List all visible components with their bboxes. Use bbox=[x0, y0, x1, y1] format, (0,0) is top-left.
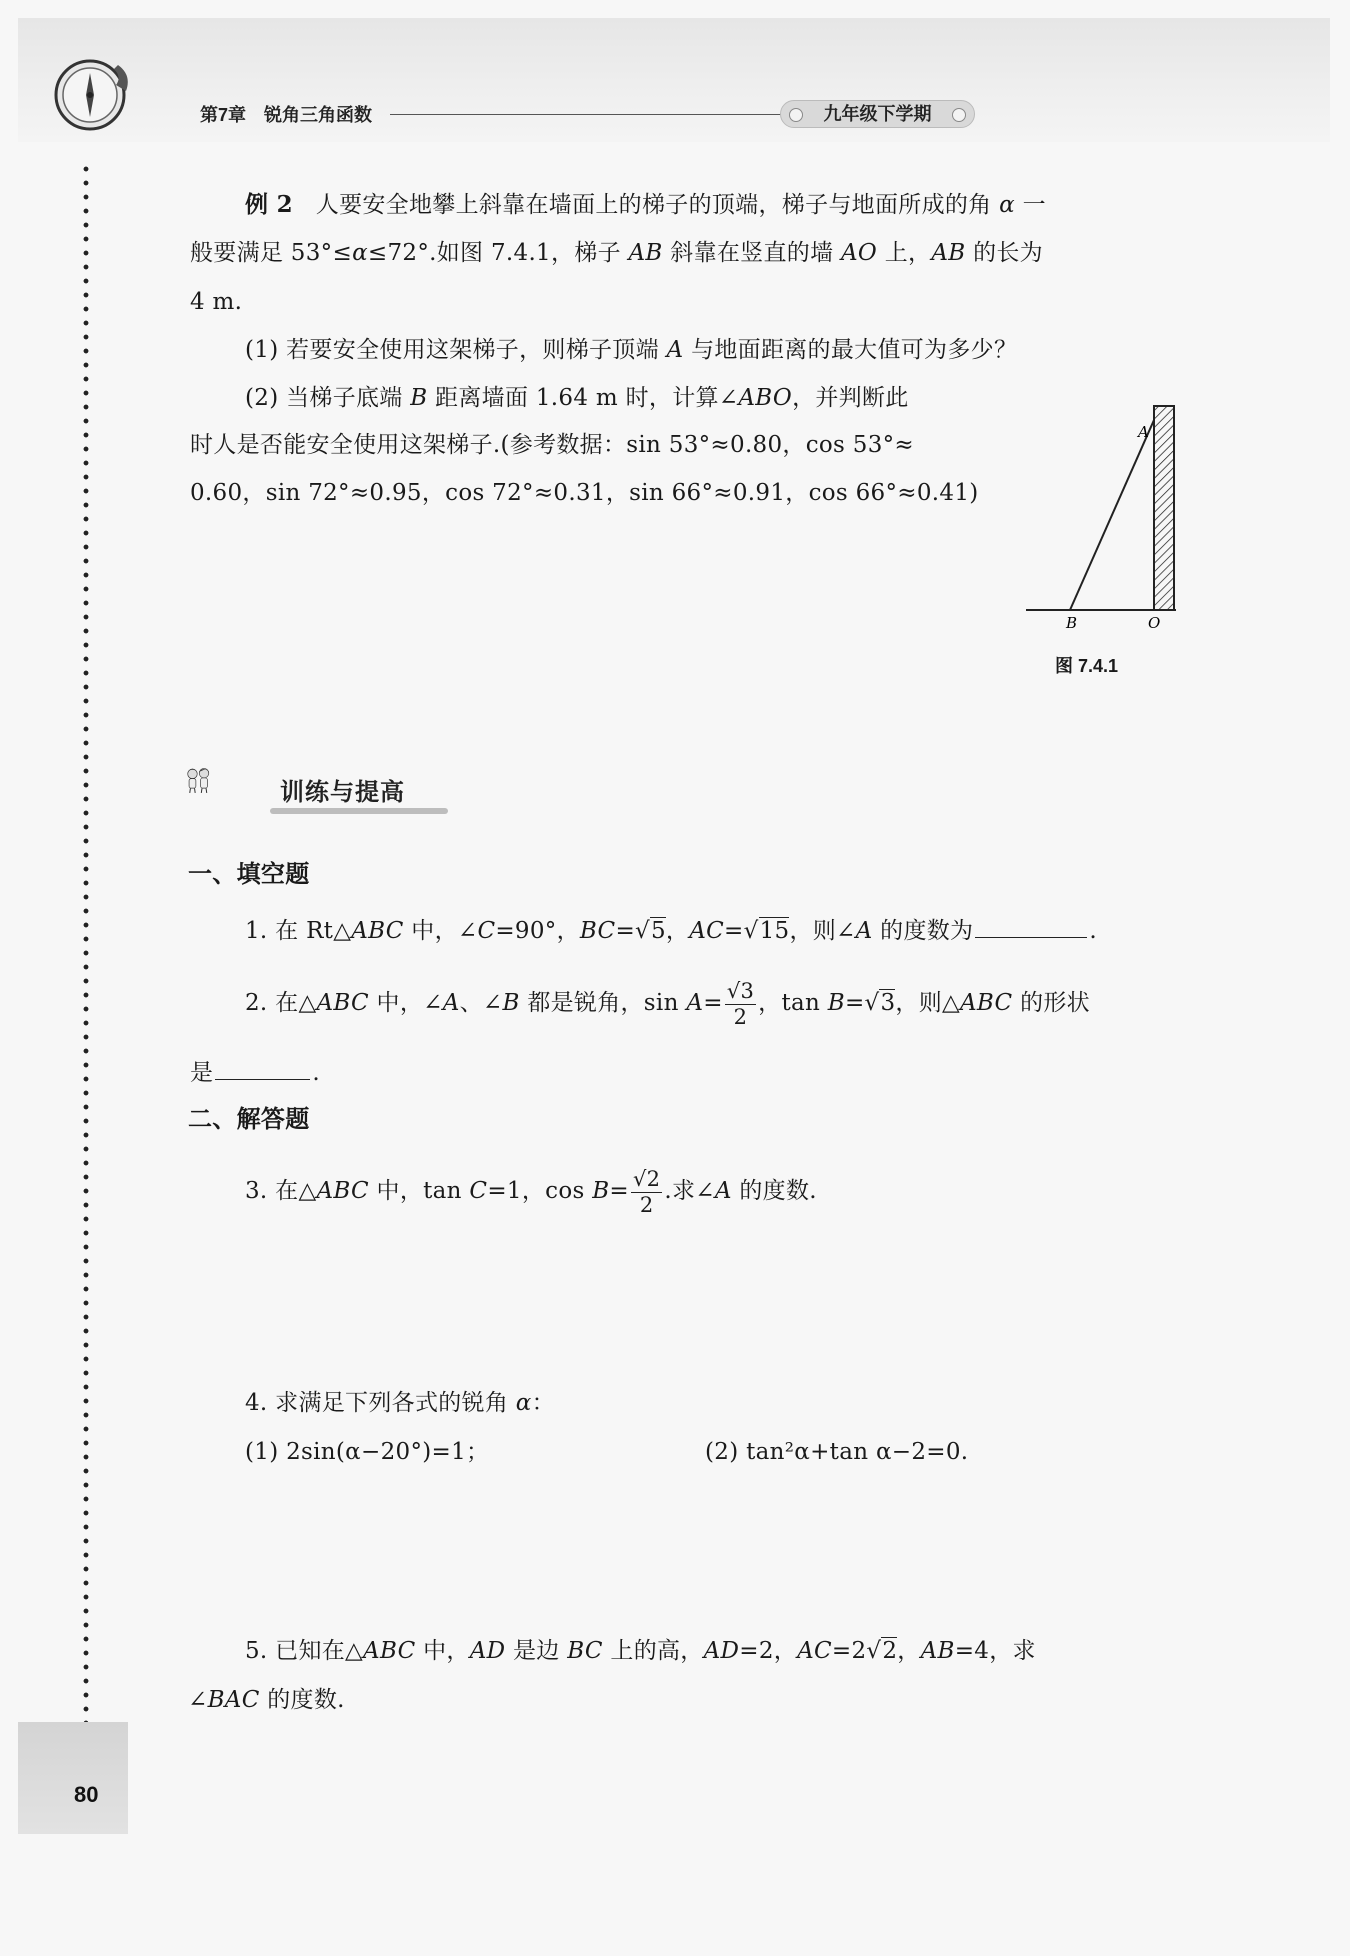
math-var: AO bbox=[841, 240, 878, 266]
math-var: AB bbox=[920, 1638, 955, 1664]
text-run: 中，∠ bbox=[411, 918, 478, 944]
math-var: AB bbox=[628, 240, 663, 266]
fraction bbox=[631, 1166, 662, 1217]
text-run: 上， bbox=[884, 240, 932, 266]
math-var: AC bbox=[797, 1638, 832, 1664]
fraction bbox=[725, 978, 756, 1029]
problem5-line2 bbox=[188, 1685, 345, 1715]
math-var: A bbox=[686, 990, 704, 1016]
math-var: A bbox=[666, 337, 684, 363]
problem2-line2 bbox=[190, 1057, 320, 1088]
problem4-part1: (1) 2sin(α−20°)=1； bbox=[245, 1439, 490, 1465]
text-run: 1. 在 Rt△ bbox=[245, 918, 352, 944]
example2-question1 bbox=[245, 335, 1017, 365]
radicand: 3 bbox=[880, 990, 896, 1016]
denominator: 2 bbox=[639, 1192, 654, 1217]
text-run: 一 bbox=[1022, 192, 1046, 218]
problem4-part2: (2) tan²α+tan α−2=0. bbox=[705, 1439, 969, 1465]
math-var: AC bbox=[689, 918, 725, 944]
text-run: =√ bbox=[615, 918, 650, 944]
chapter-title: 锐角三角函数 bbox=[264, 105, 373, 125]
point-label-B: B bbox=[1066, 614, 1078, 632]
text-run: ，tan bbox=[758, 990, 821, 1016]
text-run: 4. 求满足下列各式的锐角 bbox=[245, 1390, 509, 1416]
section1-heading: 一、填空题 bbox=[188, 861, 310, 888]
denominator: 2 bbox=[733, 1004, 748, 1029]
ladder-line bbox=[1070, 420, 1154, 610]
math-var: A bbox=[714, 1178, 732, 1204]
math-var: C bbox=[469, 1178, 488, 1204]
example2-question2-line3: 0.60，sin 72°≈0.95，cos 72°≈0.31，sin 66°≈0.91，cos 66°≈0.41) bbox=[190, 480, 979, 506]
ladder-figure bbox=[1020, 400, 1182, 640]
grade-badge: 九年级下学期 bbox=[780, 100, 975, 128]
text-run: 距离墙面 1.64 m 时，计算∠ bbox=[435, 385, 739, 411]
math-var: C bbox=[477, 918, 496, 944]
math-var: AD bbox=[469, 1638, 506, 1664]
math-var: ABO bbox=[738, 385, 793, 411]
text-run: =90°， bbox=[495, 918, 580, 944]
math-var: α bbox=[999, 192, 1015, 218]
example2-line3: 4 m. bbox=[190, 289, 243, 315]
text-run: 人要安全地攀上斜靠在墙面上的梯子的顶端，梯子与地面所成的角 bbox=[315, 192, 992, 218]
text-run: . bbox=[1089, 918, 1097, 944]
math-var: α bbox=[352, 240, 368, 266]
text-run: 的度数. bbox=[267, 1687, 345, 1713]
math-var: BC bbox=[579, 918, 616, 944]
point-label-A: A bbox=[1138, 423, 1149, 441]
problem5 bbox=[245, 1636, 1036, 1666]
example-label: 例 2 bbox=[245, 191, 293, 218]
text-run: ， bbox=[665, 918, 690, 944]
text-run: ： bbox=[531, 1390, 555, 1416]
text-run: 中，tan bbox=[376, 1178, 462, 1204]
text-run: 3. 在△ bbox=[245, 1178, 317, 1204]
page-number-box bbox=[18, 1722, 128, 1834]
header-rule bbox=[390, 114, 785, 115]
text-run: (2) 当梯子底端 bbox=[245, 385, 403, 411]
text-run: =√ bbox=[724, 918, 759, 944]
text-run: 的度数. bbox=[739, 1178, 817, 1204]
text-run: 般要满足 53°≤ bbox=[190, 240, 353, 266]
text-run: 的度数为 bbox=[880, 918, 974, 944]
text-run: ，则∠ bbox=[789, 918, 856, 944]
dotted-margin-line bbox=[83, 162, 89, 1722]
math-var: ABC bbox=[363, 1638, 416, 1664]
example2-line2 bbox=[190, 238, 1043, 268]
point-label-O: O bbox=[1148, 614, 1161, 632]
problem2 bbox=[245, 978, 1090, 1028]
math-var: ABC bbox=[351, 918, 404, 944]
problem4 bbox=[245, 1388, 555, 1418]
example2-question2 bbox=[245, 383, 909, 413]
math-var: ABC bbox=[316, 990, 369, 1016]
text-run: . bbox=[312, 1060, 320, 1086]
text-run: 是边 bbox=[513, 1638, 560, 1664]
radicand: 15 bbox=[759, 918, 790, 944]
example2-line1 bbox=[245, 190, 1046, 220]
text-run: 都是锐角，sin bbox=[527, 990, 679, 1016]
math-var: BC bbox=[567, 1638, 603, 1664]
numerator: √3 bbox=[726, 978, 755, 1003]
wall bbox=[1154, 406, 1174, 610]
text-run: =4，求 bbox=[954, 1638, 1036, 1664]
text-run: 的形状 bbox=[1020, 990, 1090, 1016]
math-var: B bbox=[592, 1178, 610, 1204]
text-run: .求∠ bbox=[664, 1178, 715, 1204]
math-var: BAC bbox=[207, 1687, 260, 1713]
text-run: ∠ bbox=[188, 1687, 208, 1713]
text-run: ，并判断此 bbox=[792, 385, 909, 411]
math-var: AB bbox=[931, 240, 966, 266]
math-var: B bbox=[410, 385, 428, 411]
banner-underline bbox=[270, 808, 448, 814]
text-run: =2， bbox=[739, 1638, 798, 1664]
math-var: B bbox=[827, 990, 845, 1016]
math-var: AD bbox=[703, 1638, 740, 1664]
text-run: ，则△ bbox=[895, 990, 961, 1016]
example2-question2-line2: 时人是否能安全使用这架梯子.(参考数据：sin 53°≈0.80，cos 53°≈ bbox=[190, 432, 914, 458]
section2-heading: 二、解答题 bbox=[188, 1106, 310, 1133]
text-run: 的长为 bbox=[973, 240, 1043, 266]
text-run: 2. 在△ bbox=[245, 990, 317, 1016]
text-run: = bbox=[703, 990, 723, 1016]
text-run: 上的高， bbox=[610, 1638, 704, 1664]
answer-blank[interactable] bbox=[215, 1057, 310, 1080]
figure-caption: 图 7.4.1 bbox=[1055, 656, 1119, 676]
math-var: A bbox=[855, 918, 873, 944]
problem1 bbox=[245, 915, 1097, 946]
text-run: 是 bbox=[190, 1060, 214, 1086]
chapter-number: 第7章 bbox=[200, 105, 247, 125]
text-run: ， bbox=[897, 1638, 921, 1664]
math-var: ABC bbox=[316, 1178, 369, 1204]
text-run: 中，∠ bbox=[376, 990, 443, 1016]
compass-logo-icon bbox=[52, 55, 132, 135]
numerator: √2 bbox=[632, 1166, 661, 1191]
text-run: 与地面距离的最大值可为多少？ bbox=[691, 337, 1018, 363]
text-run: 、∠ bbox=[459, 990, 503, 1016]
text-run: 5. 已知在△ bbox=[245, 1638, 364, 1664]
problem3 bbox=[245, 1166, 817, 1216]
text-run: (1) 若要安全使用这架梯子，则梯子顶端 bbox=[245, 337, 659, 363]
text-run: =2√ bbox=[831, 1638, 882, 1664]
math-var: A bbox=[442, 990, 460, 1016]
section-banner-title: 训练与提高 bbox=[280, 779, 405, 806]
kids-illustration-icon bbox=[185, 740, 275, 820]
math-var: ABC bbox=[960, 990, 1013, 1016]
text-run: =√ bbox=[844, 990, 880, 1016]
chapter-heading bbox=[200, 101, 390, 127]
radicand: 5 bbox=[650, 918, 666, 944]
text-run: 斜靠在竖直的墙 bbox=[670, 240, 834, 266]
text-run: = bbox=[609, 1178, 629, 1204]
text-run: =1，cos bbox=[487, 1178, 585, 1204]
radicand: 2 bbox=[882, 1638, 898, 1664]
text-run: ≤72°.如图 7.4.1，梯子 bbox=[367, 240, 621, 266]
math-var: B bbox=[502, 990, 520, 1016]
text-run: 中， bbox=[423, 1638, 470, 1664]
answer-blank[interactable] bbox=[975, 915, 1087, 938]
math-var: α bbox=[515, 1390, 532, 1416]
page-number: 80 bbox=[74, 1782, 99, 1807]
